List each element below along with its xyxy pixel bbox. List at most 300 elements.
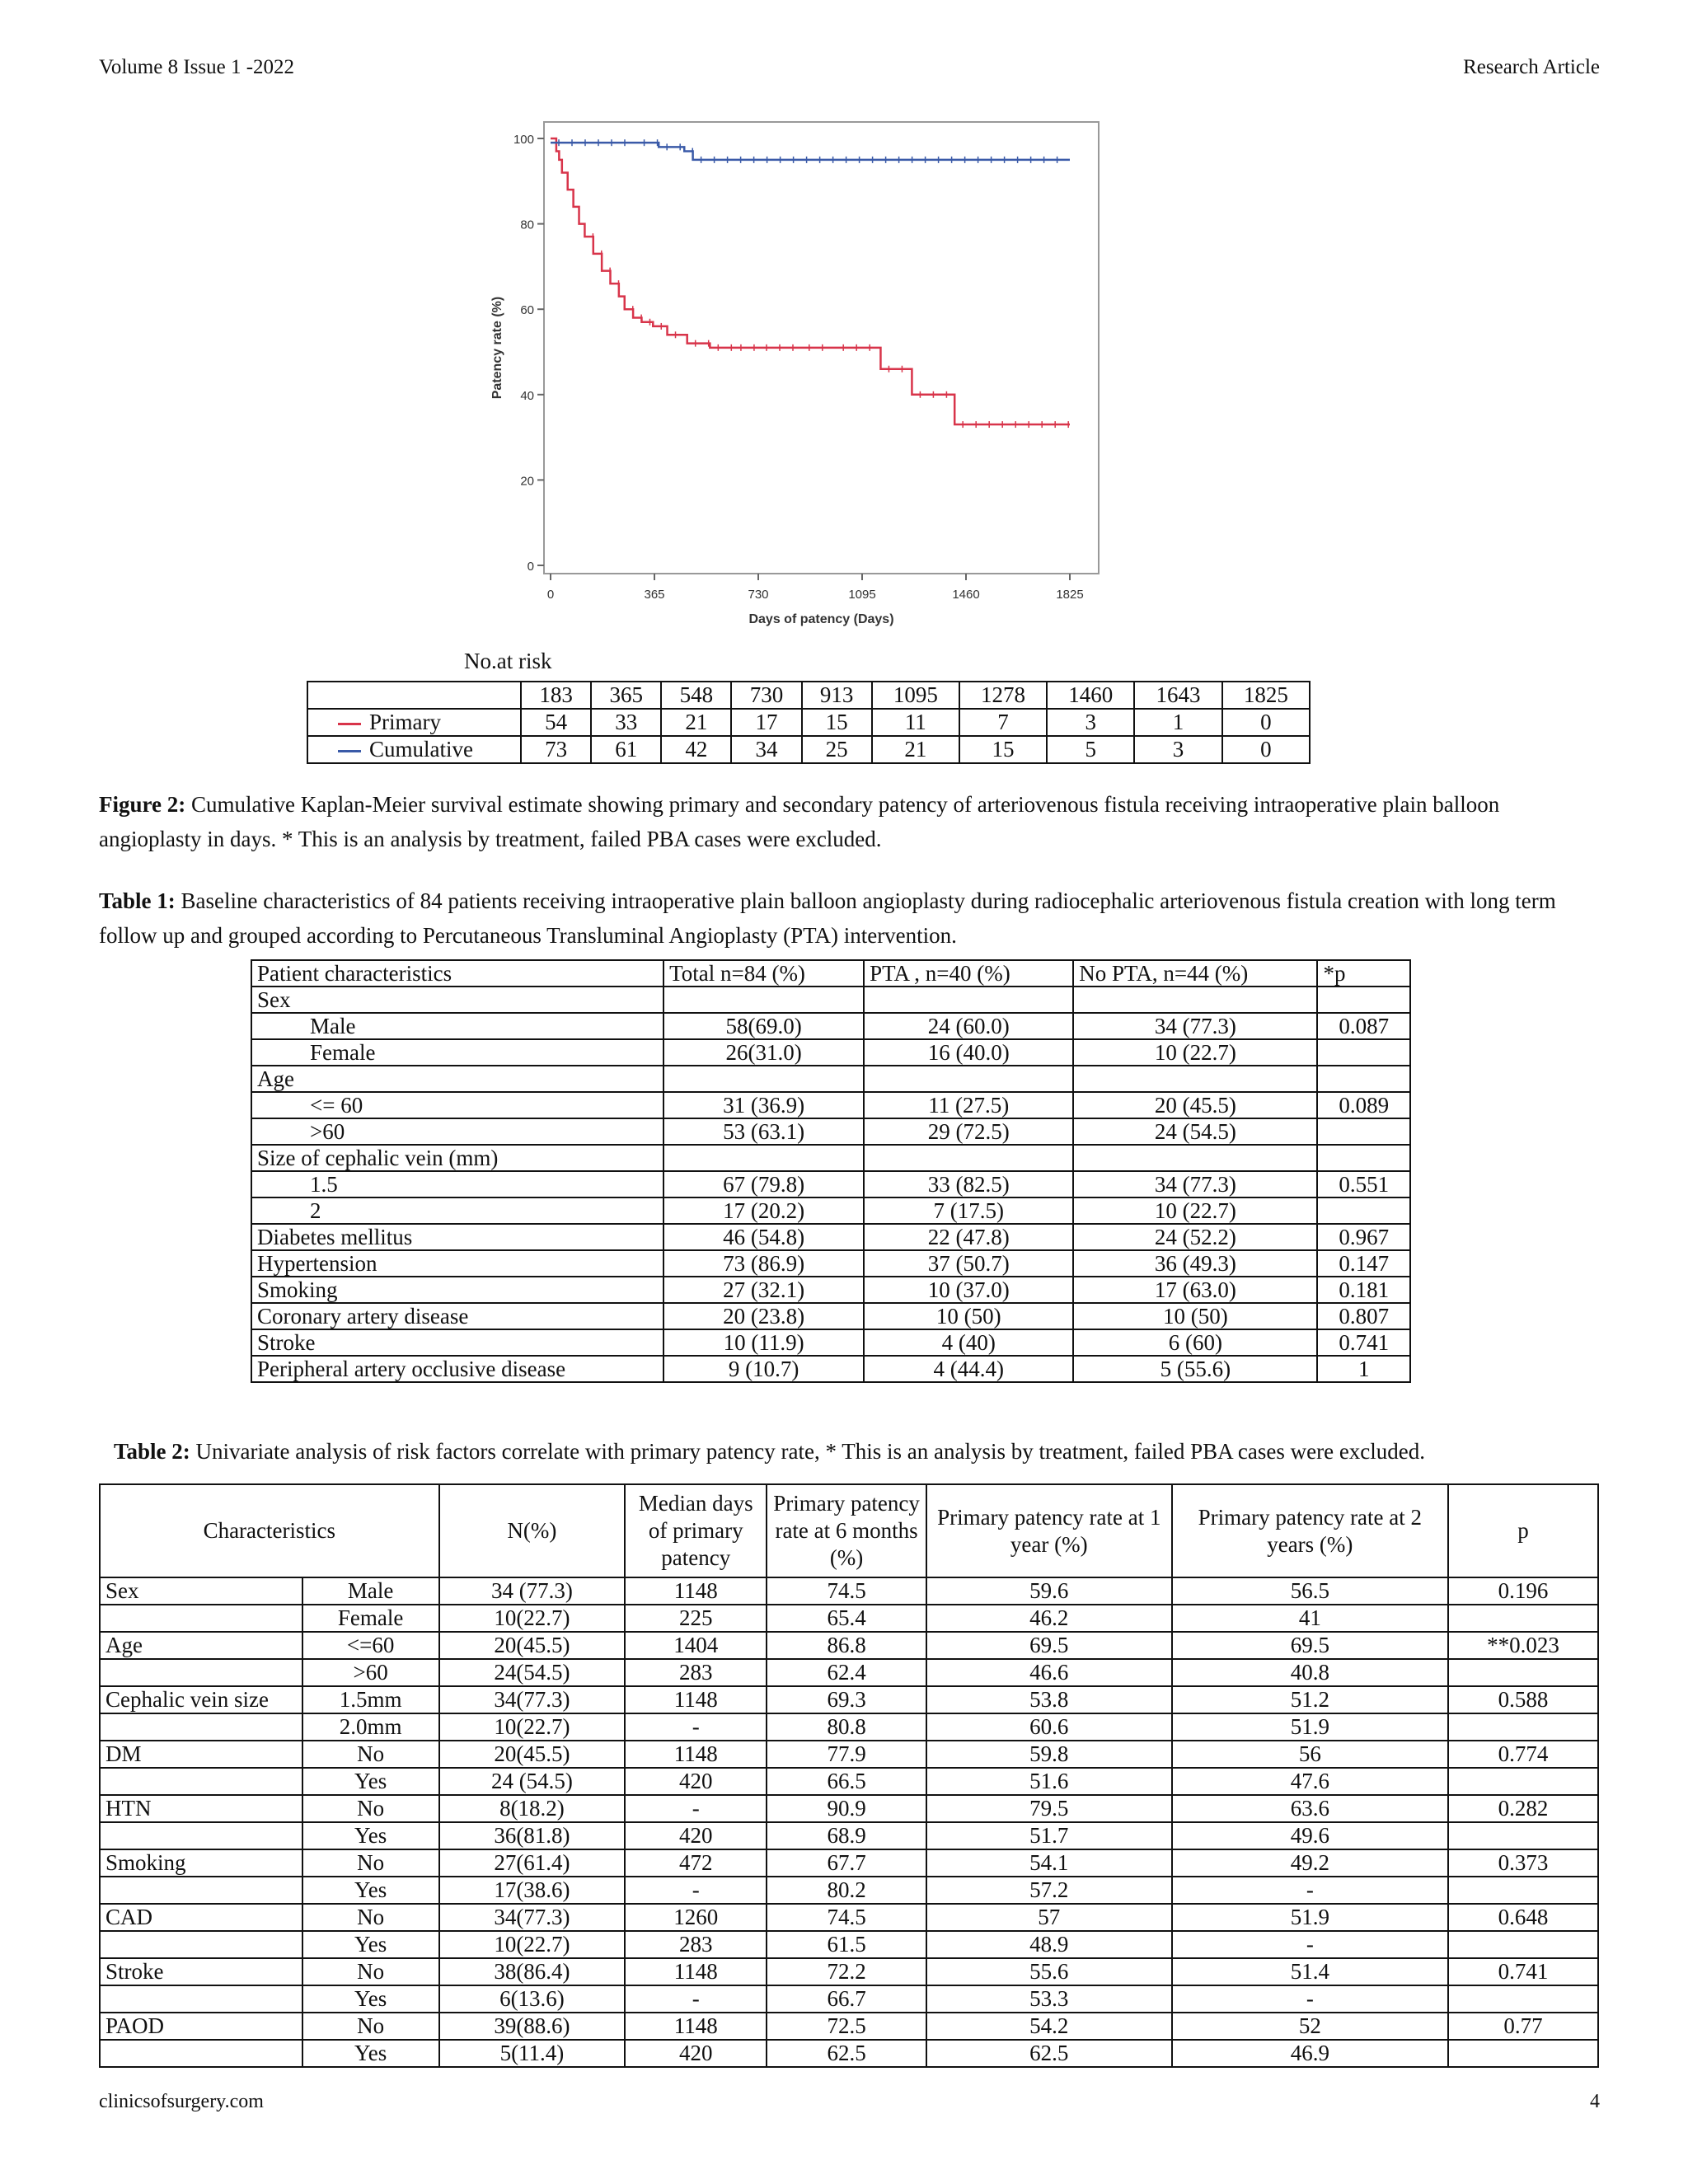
t2-header-cell: Characteristics	[100, 1484, 439, 1577]
t1-row	[251, 1039, 1410, 1066]
t2-cell: 56.5	[1172, 1577, 1449, 1605]
t2-cell: 20(45.5)	[439, 1741, 626, 1768]
legend-line-icon	[338, 723, 361, 725]
t2-row	[100, 1904, 1598, 1931]
t2-cell: Cephalic vein size	[100, 1686, 302, 1713]
t2-row	[100, 1931, 1598, 1958]
figure-caption-text: Cumulative Kaplan-Meier survival estimate showing primary and secondary patency of arteriovenous fistula receiving intraoperative plain balloon angioplasty in days. * This is an analysis by treatment, failed PBA cases were excluded.	[99, 792, 1500, 851]
t2-cell: 62.5	[767, 2040, 926, 2067]
t1-row	[251, 1145, 1410, 1171]
t1-row-label: Age	[251, 1066, 663, 1092]
t2-cell	[100, 1768, 302, 1795]
x-tick-label: 730	[748, 588, 769, 602]
t2-row	[100, 2013, 1598, 2040]
t2-header-cell: Median days of primary patency	[625, 1484, 767, 1577]
t2-cell: 39(88.6)	[439, 2013, 626, 2040]
t2-cell: 47.6	[1172, 1768, 1449, 1795]
t2-cell: 8(18.2)	[439, 1795, 626, 1822]
t1-header-row	[251, 960, 1410, 987]
t2-cell	[1448, 1822, 1598, 1849]
t1-value-cell: 73 (86.9)	[663, 1250, 864, 1277]
t2-cell: 51.9	[1172, 1713, 1449, 1741]
t2-cell: 0.373	[1448, 1849, 1598, 1877]
t2-cell: No	[302, 1904, 439, 1931]
risk-count-cell: 21	[661, 709, 731, 736]
risk-count-cell: 21	[872, 736, 959, 763]
t1-value-cell: 10 (50)	[1073, 1303, 1317, 1329]
t1-value-cell	[1317, 1039, 1410, 1066]
risk-day-365: 365	[591, 682, 661, 709]
risk-count-cell: 15	[802, 709, 872, 736]
t1-value-cell: 10 (22.7)	[1073, 1197, 1317, 1224]
t2-cell: Yes	[302, 1877, 439, 1904]
t1-row-label: <= 60	[251, 1092, 663, 1118]
t2-cell: 72.5	[767, 2013, 926, 2040]
t2-cell: 1148	[625, 1577, 767, 1605]
table2-caption	[114, 1434, 1622, 1469]
t2-cell: 20(45.5)	[439, 1632, 626, 1659]
t1-value-cell: 26(31.0)	[663, 1039, 864, 1066]
t2-cell: >60	[302, 1659, 439, 1686]
t1-value-cell	[864, 987, 1073, 1013]
t2-cell: Yes	[302, 1822, 439, 1849]
risk-count-cell: 0	[1222, 709, 1310, 736]
t2-cell: No	[302, 2013, 439, 2040]
t2-cell: Yes	[302, 1985, 439, 2013]
t1-value-cell: 58(69.0)	[663, 1013, 864, 1039]
t2-cell	[100, 1713, 302, 1741]
risk-day-1095: 1095	[872, 682, 959, 709]
t2-row	[100, 1822, 1598, 1849]
t2-row	[100, 2040, 1598, 2067]
t2-cell: No	[302, 1958, 439, 1985]
t2-cell: Age	[100, 1632, 302, 1659]
t2-cell: 283	[625, 1659, 767, 1686]
x-axis-label: Days of patency (Days)	[748, 612, 894, 626]
t2-cell: 66.5	[767, 1768, 926, 1795]
t1-header-cell: No PTA, n=44 (%)	[1073, 960, 1317, 987]
risk-count-cell: 3	[1047, 709, 1134, 736]
t2-cell: 420	[625, 1822, 767, 1849]
t1-value-cell	[1317, 1066, 1410, 1092]
t1-value-cell: 1	[1317, 1356, 1410, 1382]
t1-header-cell: *p	[1317, 960, 1410, 987]
t2-cell: 0.77	[1448, 2013, 1598, 2040]
t1-value-cell: 0.089	[1317, 1092, 1410, 1118]
t2-header-cell: Primary patency rate at 1 year (%)	[926, 1484, 1172, 1577]
t2-cell: 1148	[625, 1741, 767, 1768]
t1-value-cell: 0.181	[1317, 1277, 1410, 1303]
t1-row	[251, 1171, 1410, 1197]
risk-count-cell: 7	[959, 709, 1047, 736]
y-axis-label: Patency rate (%)	[490, 296, 504, 400]
t1-value-cell: 9 (10.7)	[663, 1356, 864, 1382]
t2-cell: 6(13.6)	[439, 1985, 626, 2013]
t2-cell: 49.6	[1172, 1822, 1449, 1849]
t2-cell: 80.2	[767, 1877, 926, 1904]
t1-row	[251, 1224, 1410, 1250]
y-tick-label: 0	[527, 560, 534, 574]
t2-cell	[100, 1822, 302, 1849]
t1-row	[251, 1118, 1410, 1145]
baseline-table	[251, 959, 1411, 1383]
t1-row	[251, 1329, 1410, 1356]
risk-day-1643: 1643	[1134, 682, 1221, 709]
risk-count-cell: 5	[1047, 736, 1134, 763]
t1-row	[251, 1250, 1410, 1277]
t2-cell: 59.8	[926, 1741, 1172, 1768]
t2-cell: 79.5	[926, 1795, 1172, 1822]
t2-cell	[1448, 2040, 1598, 2067]
t2-cell: 61.5	[767, 1931, 926, 1958]
t2-cell: 1148	[625, 1958, 767, 1985]
t2-cell: 17(38.6)	[439, 1877, 626, 1904]
t2-cell: -	[1172, 1877, 1449, 1904]
t1-value-cell: 29 (72.5)	[864, 1118, 1073, 1145]
article-type: Research Article	[1463, 56, 1600, 78]
risk-day-1460: 1460	[1047, 682, 1134, 709]
t2-cell: **0.023	[1448, 1632, 1598, 1659]
t2-cell: 0.774	[1448, 1741, 1598, 1768]
km-plot	[466, 115, 1125, 635]
y-tick-label: 80	[520, 218, 534, 232]
t2-row	[100, 1605, 1598, 1632]
risk-count-cell: 42	[661, 736, 731, 763]
t2-cell: -	[625, 1985, 767, 2013]
t2-row	[100, 1849, 1598, 1877]
t1-row	[251, 1197, 1410, 1224]
t2-cell: 38(86.4)	[439, 1958, 626, 1985]
t2-cell: 0.648	[1448, 1904, 1598, 1931]
risk-row-cumulative	[307, 736, 1310, 763]
t1-value-cell: 17 (63.0)	[1073, 1277, 1317, 1303]
risk-series-name: Cumulative	[369, 737, 473, 762]
t2-cell: 10(22.7)	[439, 1931, 626, 1958]
risk-table	[307, 681, 1311, 764]
t2-cell	[100, 1985, 302, 2013]
risk-day-913: 913	[802, 682, 872, 709]
t1-value-cell: 53 (63.1)	[663, 1118, 864, 1145]
t2-cell: 80.8	[767, 1713, 926, 1741]
t1-header-cell: PTA , n=40 (%)	[864, 960, 1073, 987]
t1-value-cell	[663, 1145, 864, 1171]
t2-row	[100, 1741, 1598, 1768]
t2-cell: 62.4	[767, 1659, 926, 1686]
legend-line-icon	[338, 750, 361, 752]
t2-cell: 34(77.3)	[439, 1904, 626, 1931]
t2-cell: 51.7	[926, 1822, 1172, 1849]
t2-cell: 420	[625, 1768, 767, 1795]
t1-value-cell: 10 (37.0)	[864, 1277, 1073, 1303]
t2-cell: 1404	[625, 1632, 767, 1659]
risk-day-548: 548	[661, 682, 731, 709]
t1-value-cell: 34 (77.3)	[1073, 1013, 1317, 1039]
t1-value-cell	[663, 987, 864, 1013]
t2-cell: 283	[625, 1931, 767, 1958]
t2-cell: 24(54.5)	[439, 1659, 626, 1686]
t2-cell: 27(61.4)	[439, 1849, 626, 1877]
t1-value-cell: 4 (40)	[864, 1329, 1073, 1356]
risk-count-cell: 34	[731, 736, 801, 763]
t2-cell: 74.5	[767, 1904, 926, 1931]
t1-row-label: Hypertension	[251, 1250, 663, 1277]
risk-count-cell: 0	[1222, 736, 1310, 763]
figure-caption-label: Figure 2:	[99, 792, 186, 817]
risk-day-730: 730	[731, 682, 801, 709]
t2-cell: 0.196	[1448, 1577, 1598, 1605]
t1-value-cell: 0.807	[1317, 1303, 1410, 1329]
t1-value-cell: 7 (17.5)	[864, 1197, 1073, 1224]
t1-value-cell: 0.741	[1317, 1329, 1410, 1356]
t1-value-cell: 24 (52.2)	[1073, 1224, 1317, 1250]
t2-header-cell: p	[1448, 1484, 1598, 1577]
t2-cell: 51.4	[1172, 1958, 1449, 1985]
t2-cell: 53.3	[926, 1985, 1172, 2013]
t1-value-cell: 34 (77.3)	[1073, 1171, 1317, 1197]
t2-cell: 54.1	[926, 1849, 1172, 1877]
risk-day-1825: 1825	[1222, 682, 1310, 709]
risk-count-cell: 17	[731, 709, 801, 736]
t2-cell: -	[625, 1877, 767, 1904]
t2-cell: 69.3	[767, 1686, 926, 1713]
table1-caption-label: Table 1:	[99, 888, 176, 913]
t2-cell: 59.6	[926, 1577, 1172, 1605]
t1-value-cell: 0.087	[1317, 1013, 1410, 1039]
t2-cell	[1448, 1985, 1598, 2013]
t1-header-cell: Patient characteristics	[251, 960, 663, 987]
t1-value-cell: 24 (54.5)	[1073, 1118, 1317, 1145]
figure-caption	[99, 787, 1599, 856]
t1-row-label: Female	[251, 1039, 663, 1066]
t1-value-cell: 20 (23.8)	[663, 1303, 864, 1329]
t2-cell: 54.2	[926, 2013, 1172, 2040]
t2-row	[100, 1577, 1598, 1605]
t2-cell: 40.8	[1172, 1659, 1449, 1686]
t2-cell: 72.2	[767, 1958, 926, 1985]
t2-cell: 1148	[625, 1686, 767, 1713]
t2-cell: Yes	[302, 2040, 439, 2067]
t2-cell: 69.5	[1172, 1632, 1449, 1659]
t2-header-row	[100, 1484, 1598, 1577]
t2-cell: Stroke	[100, 1958, 302, 1985]
t1-row-label: >60	[251, 1118, 663, 1145]
t2-cell	[100, 1659, 302, 1686]
t1-row-label: Smoking	[251, 1277, 663, 1303]
t2-cell: 2.0mm	[302, 1713, 439, 1741]
t1-value-cell: 11 (27.5)	[864, 1092, 1073, 1118]
t2-cell: 77.9	[767, 1741, 926, 1768]
t2-cell: 48.9	[926, 1931, 1172, 1958]
t2-cell: 51.2	[1172, 1686, 1449, 1713]
t2-cell: 420	[625, 2040, 767, 2067]
t2-cell: 34 (77.3)	[439, 1577, 626, 1605]
risk-count-cell: 73	[521, 736, 591, 763]
t2-header-cell: Primary patency rate at 2 years (%)	[1172, 1484, 1449, 1577]
t1-row	[251, 1356, 1410, 1382]
t2-cell: 68.9	[767, 1822, 926, 1849]
risk-corner-cell	[307, 682, 521, 709]
t2-cell: No	[302, 1741, 439, 1768]
x-tick-label: 1825	[1056, 588, 1084, 602]
km-chart-svg	[466, 115, 1125, 635]
t2-cell: 10(22.7)	[439, 1713, 626, 1741]
t1-value-cell	[1317, 987, 1410, 1013]
risk-row-primary	[307, 709, 1310, 736]
t2-cell: 69.5	[926, 1632, 1172, 1659]
t1-value-cell: 31 (36.9)	[663, 1092, 864, 1118]
risk-title: No.at risk	[464, 649, 552, 673]
t1-value-cell	[1073, 987, 1317, 1013]
t1-row-label: Diabetes mellitus	[251, 1224, 663, 1250]
t2-cell	[100, 1931, 302, 1958]
t1-row	[251, 1303, 1410, 1329]
t2-header-cell: N(%)	[439, 1484, 626, 1577]
t2-cell	[1448, 1659, 1598, 1686]
t1-value-cell: 10 (11.9)	[663, 1329, 864, 1356]
t2-cell: -	[1172, 1985, 1449, 2013]
t2-cell: 52	[1172, 2013, 1449, 2040]
t1-row-label: Stroke	[251, 1329, 663, 1356]
series-line-primary	[551, 138, 1070, 424]
t1-value-cell: 5 (55.6)	[1073, 1356, 1317, 1382]
t2-cell: -	[625, 1795, 767, 1822]
t2-row	[100, 1686, 1598, 1713]
t2-cell: 0.741	[1448, 1958, 1598, 1985]
t1-value-cell: 27 (32.1)	[663, 1277, 864, 1303]
t2-cell: 41	[1172, 1605, 1449, 1632]
t1-value-cell: 10 (50)	[864, 1303, 1073, 1329]
risk-row-label	[307, 736, 521, 763]
x-tick-label: 365	[644, 588, 665, 602]
t2-cell: 36(81.8)	[439, 1822, 626, 1849]
risk-count-cell: 61	[591, 736, 661, 763]
t2-cell: Yes	[302, 1768, 439, 1795]
t2-cell: Sex	[100, 1577, 302, 1605]
series-line-cumulative	[551, 143, 1070, 160]
t2-cell: CAD	[100, 1904, 302, 1931]
t2-cell: Yes	[302, 1931, 439, 1958]
t2-cell: -	[1172, 1931, 1449, 1958]
risk-count-cell: 15	[959, 736, 1047, 763]
t2-cell: 74.5	[767, 1577, 926, 1605]
t1-value-cell	[864, 1145, 1073, 1171]
risk-row-label	[307, 709, 521, 736]
t1-value-cell	[864, 1066, 1073, 1092]
t2-row	[100, 1713, 1598, 1741]
t1-value-cell: 20 (45.5)	[1073, 1092, 1317, 1118]
t1-row-label: Size of cephalic vein (mm)	[251, 1145, 663, 1171]
t2-cell: 0.282	[1448, 1795, 1598, 1822]
t2-cell: 86.8	[767, 1632, 926, 1659]
t1-header-cell: Total n=84 (%)	[663, 960, 864, 987]
t1-value-cell: 4 (44.4)	[864, 1356, 1073, 1382]
t2-cell: 46.6	[926, 1659, 1172, 1686]
t1-row	[251, 1066, 1410, 1092]
t2-cell: 51.6	[926, 1768, 1172, 1795]
t2-cell: 90.9	[767, 1795, 926, 1822]
t2-cell: 472	[625, 1849, 767, 1877]
t2-cell: 10(22.7)	[439, 1605, 626, 1632]
t2-cell: No	[302, 1849, 439, 1877]
t2-cell: 1.5mm	[302, 1686, 439, 1713]
t2-row	[100, 1958, 1598, 1985]
t2-cell: Male	[302, 1577, 439, 1605]
risk-count-cell: 25	[802, 736, 872, 763]
t1-value-cell: 22 (47.8)	[864, 1224, 1073, 1250]
t2-cell	[1448, 1768, 1598, 1795]
t1-value-cell	[1317, 1197, 1410, 1224]
t1-row-label: 1.5	[251, 1171, 663, 1197]
y-tick-label: 60	[520, 303, 534, 318]
t2-cell: 51.9	[1172, 1904, 1449, 1931]
footer-site: clinicsofsurgery.com	[99, 2091, 264, 2112]
t1-value-cell: 17 (20.2)	[663, 1197, 864, 1224]
t1-value-cell	[1317, 1145, 1410, 1171]
t1-value-cell: 0.967	[1317, 1224, 1410, 1250]
t1-value-cell: 46 (54.8)	[663, 1224, 864, 1250]
risk-header-row	[307, 682, 1310, 709]
t2-cell: 62.5	[926, 2040, 1172, 2067]
table1-caption	[99, 883, 1599, 953]
risk-count-cell: 3	[1134, 736, 1221, 763]
t2-cell: 57.2	[926, 1877, 1172, 1904]
t1-row	[251, 987, 1410, 1013]
t2-cell: Smoking	[100, 1849, 302, 1877]
t2-cell: 46.9	[1172, 2040, 1449, 2067]
t1-value-cell: 16 (40.0)	[864, 1039, 1073, 1066]
y-tick-label: 40	[520, 388, 534, 403]
risk-count-cell: 33	[591, 709, 661, 736]
x-tick-label: 1460	[952, 588, 980, 602]
t1-row-label: Peripheral artery occlusive disease	[251, 1356, 663, 1382]
page-number: 4	[1590, 2091, 1600, 2112]
t1-row-label: Male	[251, 1013, 663, 1039]
t2-cell: 5(11.4)	[439, 2040, 626, 2067]
t2-row	[100, 1768, 1598, 1795]
t2-cell	[1448, 1713, 1598, 1741]
x-tick-label: 0	[546, 588, 555, 602]
table2-caption-text: Univariate analysis of risk factors correlate with primary patency rate, * This is an analysis by treatment, failed PBA cases were excluded.	[190, 1439, 1426, 1464]
t2-cell: 55.6	[926, 1958, 1172, 1985]
t1-value-cell: 36 (49.3)	[1073, 1250, 1317, 1277]
t1-value-cell: 37 (50.7)	[864, 1250, 1073, 1277]
t2-cell: No	[302, 1795, 439, 1822]
t2-cell: 63.6	[1172, 1795, 1449, 1822]
t2-cell: 1148	[625, 2013, 767, 2040]
t2-cell: -	[625, 1713, 767, 1741]
t1-row-label: Sex	[251, 987, 663, 1013]
univariate-table	[99, 1483, 1599, 2068]
t2-cell: 67.7	[767, 1849, 926, 1877]
t2-row	[100, 1877, 1598, 1904]
t2-cell: <=60	[302, 1632, 439, 1659]
t1-row	[251, 1013, 1410, 1039]
t2-cell: Female	[302, 1605, 439, 1632]
t2-cell: PAOD	[100, 2013, 302, 2040]
risk-day-1278: 1278	[959, 682, 1047, 709]
t1-value-cell: 24 (60.0)	[864, 1013, 1073, 1039]
t2-cell	[1448, 1877, 1598, 1904]
y-tick-label: 100	[513, 133, 534, 147]
t2-cell: 24 (54.5)	[439, 1768, 626, 1795]
t1-value-cell: 33 (82.5)	[864, 1171, 1073, 1197]
t2-cell	[100, 1605, 302, 1632]
t2-cell: 34(77.3)	[439, 1686, 626, 1713]
t2-cell	[100, 1877, 302, 1904]
x-tick-label: 1095	[848, 588, 876, 602]
risk-count-cell: 11	[872, 709, 959, 736]
journal-volume: Volume 8 Issue 1 -2022	[99, 56, 295, 78]
